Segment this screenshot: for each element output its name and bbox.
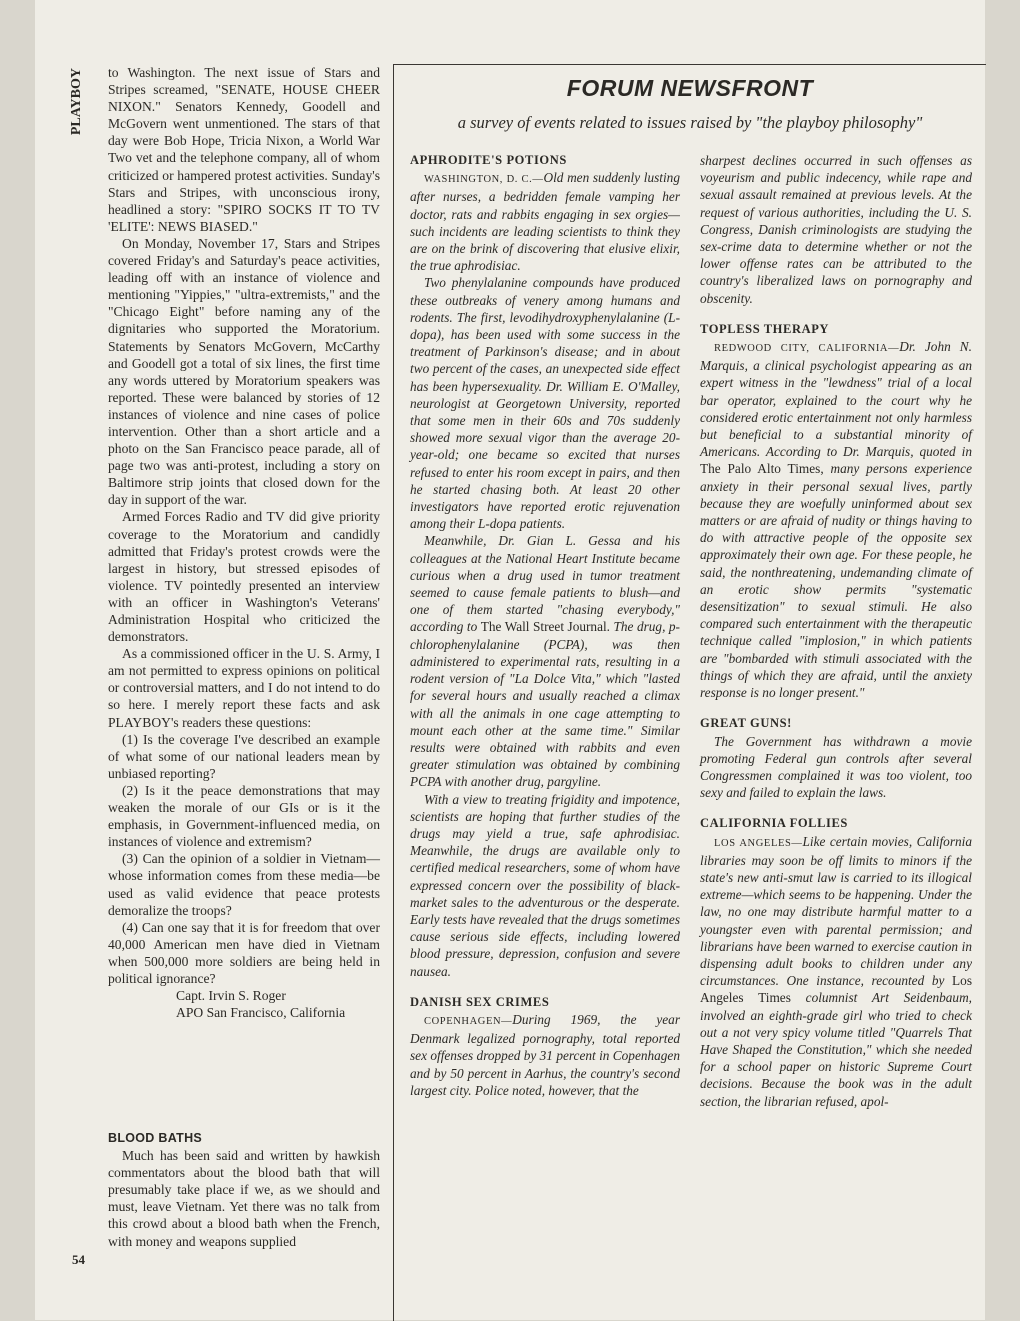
letter-paragraph: Armed Forces Radio and TV did give priority coverage to the Moratorium and candidly admitted that Friday's protest crowds were the largest in history, but stressed episodes of violence. TV pointedly presented an interview with an officer in Washington's Veterans' Administration Hospital who criticized the demonstrators. bbox=[108, 509, 380, 645]
publication-name: Los Angeles Times bbox=[700, 973, 972, 1006]
section-heading: DANISH SEX CRIMES bbox=[410, 994, 550, 1009]
dateline: COPENHAGEN— bbox=[424, 1015, 513, 1027]
letter-column bbox=[108, 64, 380, 1021]
section-paragraph: Old men suddenly lusting after nurses, a bedridden female vamping her doctor, rats and rabbits engaging in sex orgies—such incidents are leading scientists to think they are on the brink of discovering that elusive elixir, the true aphrodisiac. bbox=[410, 170, 680, 274]
blood-baths-section bbox=[108, 1130, 380, 1250]
section-paragraph: With a view to treating frigidity and impotence, scientists are hoping that further studies of the drugs may yield a true, safe aphrodisiac. Meanwhile, the drugs are available only to certified medical researchers, some of whom have expressed concern over the possibility of black-market sales to the adventurous or the desperate. Early tests have revealed that the drugs sometimes cause serious side effects, including lowered blood pressure, depression, confusion and severe nausea. bbox=[410, 791, 680, 979]
section-paragraph: Meanwhile, Dr. Gian L. Gessa and his colleagues at the National Heart Institute became curious when a drug used in tumor treatment seemed to cause female patients to blush—and one of them started "chasing everybody," according to bbox=[410, 533, 680, 635]
section-paragraph: Two phenylalanine compounds have produced these outbreaks of venery among humans and rodents. The first, levodihydroxyphenylalanine (L-dopa), has been used with some success in the treatment of Parkinson's disease; and in about two percent of the cases, an unexpected side effect has been hypersexuality. Dr. William E. O'Malley, neurologist at Georgetown University, reported that some men in their 60s and 70s suddenly showed more sexual vigor than the average 20-year-old; one became so excited that nurses refused to enter his room except in pairs, and then he started chasing both. At least 20 other investigators have reported erotic rejuvenation among their L-dopa patients. bbox=[410, 275, 680, 532]
letter-question: (2) Is it the peace demonstrations that may weaken the morale of our GIs or is it the emphasis, in Government-influenced media, on instances of violence and extremism? bbox=[108, 782, 380, 850]
section-heading: TOPLESS THERAPY bbox=[700, 321, 830, 336]
letter-question: (4) Can one say that it is for freedom that over 40,000 American men have died in Vietnam when 500,000 more soldiers are being held in political ignorance? bbox=[108, 919, 380, 986]
forum-column-left bbox=[410, 152, 680, 1099]
section-heading: GREAT GUNS! bbox=[700, 716, 792, 731]
letter-signature-address: APO San Francisco, California bbox=[176, 1005, 346, 1021]
running-head: PLAYBOY bbox=[69, 68, 84, 136]
publication-name: The Palo Alto Times, bbox=[700, 461, 824, 477]
section-paragraph: The Government has withdrawn a movie promoting Federal gun controls after several Congressmen complained it was too violent, too sexy and failed to explain the laws. bbox=[700, 733, 972, 801]
letter-question: (1) Is the coverage I've described an example of what some of our national leaders mean by unbiased reporting? bbox=[108, 731, 380, 781]
section-paragraph: columnist Art Seidenbaum, involved an eighth-grade girl who tried to check out a not very spicy volume titled "Quarrels That Have Shaped the Constitution," which she needed for a school paper on historic Supreme Court decisions. Because the book was in the adult section, the librarian refused, apol- bbox=[700, 990, 972, 1109]
publication-name: The Wall Street Journal. bbox=[480, 619, 610, 635]
section-paragraph: The drug, p-chlorophenylalanine (PCPA), was then administered to experimental rats, resulting in a rodent version of "La Dolce Vita," which "lasted for several hours and usually reached a climax with all the animals in one cage attempting to mount each other at the same time." Similar results were obtained with rabbits and even greater stimulation was obtained by combining PCPA with another drug, pargyline. bbox=[410, 619, 680, 790]
section-paragraph: sharpest declines occurred in such offenses as voyeurism and public indecency, while rape and sexual assault remained at previous levels. At the request of various authorities, including the U. S. Congress, Danish criminologists are studying the sex-crime data to determine whether or not the lower offense rates can be attributed to the country's liberalized laws on pornography and obscenity. bbox=[700, 153, 972, 306]
dateline: LOS ANGELES— bbox=[714, 837, 803, 849]
letter-paragraph: As a commissioned officer in the U. S. Army, I am not permitted to express opinions on political or controversial matters, and I do not intend to do so here. I merely report these facts and ask PLAYBOY's readers these questions: bbox=[108, 646, 380, 730]
dateline: WASHINGTON, D. C.— bbox=[424, 174, 544, 186]
page-number: 54 bbox=[72, 1252, 85, 1267]
forum-title: FORUM NEWSFRONT bbox=[566, 75, 814, 101]
section-heading: APHRODITE'S POTIONS bbox=[410, 153, 567, 167]
section-heading: CALIFORNIA FOLLIES bbox=[700, 816, 848, 831]
forum-subtitle: a survey of events related to issues raised by "the playboy philosophy" bbox=[457, 113, 923, 132]
section-heading: BLOOD BATHS bbox=[108, 1131, 203, 1145]
section-paragraph: Dr. John N. Marquis, a clinical psychologist appearing as an expert witness in the "lewdness" trial of a local bar operator, explained to the court why he considered erotic entertainment not only harmless but beneficial to a substantial minority of Americans. According to Dr. Marquis, quoted in bbox=[700, 339, 972, 460]
letter-paragraph: to Washington. The next issue of Stars and Stripes screamed, "SENATE, HOUSE CHEER NIXON." Senators Kennedy, Goodell and McGovern went unmentioned. The stars of that day were Bob Hope, Tricia Nixon, a World War Two vet and the telephone company, all of whom criticized or hampered protest activities. Sunday's Stars and Stripes, with unconscious irony, headlined a story: "SPIRO SOCKS IT TO TV 'ELITE': NEWS BIASED." bbox=[108, 65, 380, 234]
dateline: REDWOOD CITY, CALIFORNIA— bbox=[714, 343, 900, 355]
section-paragraph: Like certain movies, California libraries may soon be off limits to minors if the state's new anti-smut law is carried to its illogical extreme—which seems to be happening. Under the law, no one may distribute harmful matter to a youngster even with parental permission; and librarians have been warned to exercise caution in dispensing adult books to children under any circumstances. One instance, recounted by bbox=[700, 833, 972, 989]
section-paragraph: many persons experience anxiety in their personal sexual lives, partly because they are woefully uninformed about sex matters or are afraid of nudity or things having to do with attractive people of the opposite sex approximately their own age. For these people, he said, the nonthreatening, undemanding climate of an erotic show permits "systematic desensitization" to sexual stimuli. He also compared such entertainment with the therapeutic technique called "implosion," in which patients are "bombarded with stimuli associated with the things of which they are afraid, until the anxiety response is no longer present." bbox=[700, 461, 972, 701]
letter-paragraph: On Monday, November 17, Stars and Stripes covered Friday's and Saturday's peace activities, leading off with an instance of violence and mentioning "Yippies," "ultra-extremists," and the "Chicago Eight" before naming any of the dignitaries who supported the Moratorium. Statements by Senators McGovern, McCarthy and Goodell got a total of six lines, the first time any words uttered by Moratorium speakers was reported. These were balanced by stories of 12 instances of violence and nine cases of police intervention. Other than a short article and a photo on the San Francisco peace parade, all of page two was anti-protest, including a story on Baltimore strip joints that closed down for the day in support of the war. bbox=[108, 235, 380, 508]
forum-column-right bbox=[700, 152, 972, 1110]
section-paragraph: Much has been said and written by hawkish commentators about the blood bath that will presumably take place if we, as we should and must, leave Vietnam. Yet there was no talk from this crowd about a blood bath when the French, with money and weapons supplied bbox=[108, 1148, 380, 1249]
section-paragraph: During 1969, the year Denmark legalized pornography, total reported sex offenses dropped by 31 percent in Copenhagen and by 50 percent in Aarhus, the country's second largest city. Police noted, however, that the bbox=[410, 1011, 680, 1098]
letter-signature-name: Capt. Irvin S. Roger bbox=[176, 988, 286, 1004]
letter-question: (3) Can the opinion of a soldier in Vietnam—whose information comes from these media—be used as valid evidence that peace protests demoralize the troops? bbox=[108, 851, 380, 918]
